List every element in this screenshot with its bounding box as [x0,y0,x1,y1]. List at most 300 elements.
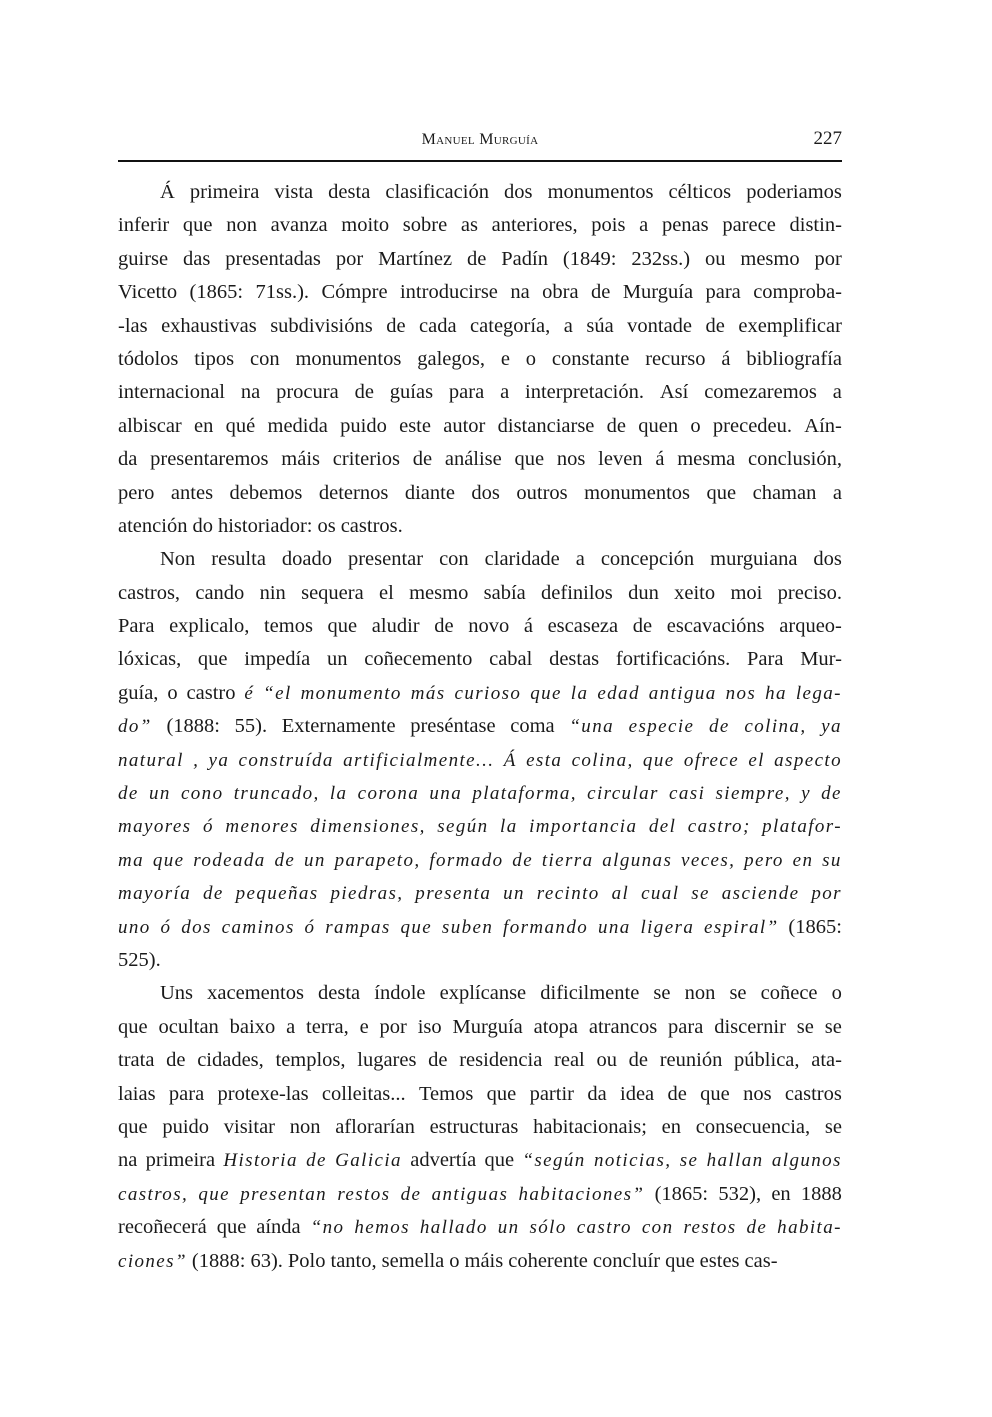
quoted-word: edad [597,682,640,704]
text-line [118,844,842,877]
quoted-word: y [801,783,811,805]
quoted-word: construída [238,749,334,771]
quoted-word: ó [202,816,214,838]
quoted-word: un [303,849,326,871]
word: preciso. [777,581,842,604]
word: para [668,1015,704,1038]
word: terra, [306,1015,349,1038]
quoted-word: ma [118,849,145,871]
quoted-word: antigua [648,682,717,704]
quoted-word: “no [310,1217,345,1239]
quoted-word: plataforma, [472,783,577,805]
quoted-word: menores [225,816,299,838]
word: (1849: [562,247,617,270]
text-line [118,276,842,309]
quoted-word: pequeñas [235,883,319,905]
quoted-word: veces, [681,849,736,871]
header-rule [118,160,842,162]
quoted-word: siempre, [715,783,791,805]
text-line [118,610,842,643]
text-line [118,677,842,710]
word: 1888 [800,1182,842,1205]
word: pública, [734,1049,800,1072]
quoted-word: que [198,1183,231,1205]
word: (1888: [166,715,220,738]
word: protexe-las [217,1082,309,1105]
word: leven [598,448,643,471]
word: castros, [118,581,181,604]
quoted-word: de [746,1217,768,1239]
word: baixo [229,1015,276,1038]
word: outros [516,481,568,504]
word: 525). [118,948,161,971]
word: concluír [592,1249,661,1272]
quoted-word: rampas [325,916,391,938]
word: en [771,1182,791,1205]
quoted-word: colina, [571,749,634,771]
word: a [832,381,842,404]
word: moito [341,214,390,237]
quoted-word: monumento [300,682,402,704]
word: Uns [160,982,194,1005]
quoted-word: ciones” [118,1250,187,1272]
quoted-word: según [437,816,489,838]
word: primeira [189,181,260,203]
word: ocultan [158,1015,219,1038]
word: claridade [484,548,560,571]
word: reunión [659,1049,723,1072]
word: interpretación. [525,381,644,404]
quoted-word: corona [357,783,420,805]
word: galegos, [417,347,485,370]
quoted-word: colina, [744,716,807,738]
word: explícanse [439,982,527,1005]
word: temos [263,615,313,638]
word: non [289,1115,321,1138]
word: vista [274,181,314,203]
word: máis [281,448,321,471]
word: monumentos [584,481,691,504]
word: se [824,1015,842,1038]
word: deternos [318,481,389,504]
word: dos [813,548,842,571]
word: non [684,982,716,1005]
paragraph [118,543,842,977]
word: poderiamos [746,181,842,203]
word: distin- [789,214,842,237]
quoted-word: que [152,849,185,871]
quoted-word: por [811,883,842,905]
word: cas- [744,1249,778,1272]
word: con [249,347,280,370]
quoted-word: mayores [118,816,192,838]
word: pois [591,214,626,237]
word: puido [162,1115,210,1138]
quoted-word: más [410,682,446,704]
word: internacional [118,381,226,404]
word: destas [549,648,600,671]
quoted-word: caminos [221,916,295,938]
quoted-word: de [512,849,534,871]
quoted-word: ya [821,716,842,738]
paragraph [118,176,842,543]
word: Aín- [804,414,842,437]
word: na [118,1149,138,1172]
quoted-word: ha [765,682,787,704]
word: a [286,1015,296,1038]
word: guirse [118,247,169,270]
quoted-word: recinto [536,883,600,905]
word: Martínez [378,247,453,270]
word: Cómpre [321,281,388,304]
quoted-word: habita- [777,1217,842,1239]
word: colleitas... [321,1082,406,1105]
word: trata [118,1049,155,1072]
word: que [216,1216,247,1239]
word: cando [195,581,245,604]
word: que [484,1149,515,1172]
word: máis [464,1249,504,1272]
text-line [118,376,842,409]
word: que [700,1082,730,1105]
word: 232ss.) [631,247,691,270]
word: definilos [541,581,613,604]
word: para [448,381,485,404]
word: que [118,1015,148,1038]
word: monumentos [295,347,402,370]
word: comproba- [753,281,842,304]
word: se [824,1115,842,1138]
text-line [118,1211,842,1244]
quoted-word: la [500,816,518,838]
word: análise [444,448,502,471]
quoted-word: circular [587,783,659,805]
word: obra [542,281,579,304]
text-line [118,810,842,843]
word: advertía [410,1149,477,1172]
quoted-word: la [570,682,589,704]
word: medida [267,414,328,437]
running-header [118,125,842,155]
word: castro [186,681,236,704]
word: consecuencia, [695,1115,811,1138]
quoted-word: rodeada [193,849,266,871]
word: mesmo [740,247,800,270]
text-line [118,911,842,944]
word: do [192,514,213,537]
text-line [118,209,842,242]
quoted-word: hemos [354,1217,410,1239]
word: coherente [508,1249,588,1272]
word: estructuras [429,1115,519,1138]
word: xeito [674,581,716,604]
text-line [118,877,842,910]
word: desta [318,982,361,1005]
word: mesmo [409,581,469,604]
word: que [327,615,358,638]
word: puido [340,414,387,437]
quoted-word: al [611,883,630,905]
word: atención [118,514,188,537]
word: avanza [270,214,328,237]
word: estes [699,1249,740,1272]
word: nos [556,448,586,471]
word: os [317,514,336,537]
quoted-word: dimensiones, [310,816,426,838]
quoted-word: restos [683,1217,737,1239]
quoted-word: ligera [640,916,695,938]
quoted-word: castro [576,1217,632,1239]
word: na [240,381,261,404]
word: recoñecerá [118,1216,207,1239]
quoted-word: se [691,883,710,905]
text-line [118,1078,842,1111]
text-line [118,1044,842,1077]
word: atrancos [588,1015,658,1038]
word: atopa [533,1015,579,1038]
quoted-word: importancia [529,816,638,838]
word: nos [743,1082,772,1105]
word: semella [381,1249,445,1272]
word: diante [404,481,455,504]
running-title: Manuel Murguía [421,131,539,148]
word: de [591,281,611,304]
quoted-word: hallado [419,1217,488,1239]
word: por [335,247,364,270]
word: de [705,314,725,337]
word: que [182,214,213,237]
word: castros. [340,514,403,537]
word: dificilmente [540,982,640,1005]
quoted-word: de [274,849,296,871]
text-line [118,777,842,810]
text-line [118,1144,842,1177]
word: por [379,1015,407,1038]
word: albiscar [118,414,182,437]
quoted-word: en [792,849,814,871]
word: dos [471,481,500,504]
word: que [486,1082,517,1105]
word: que [197,648,228,671]
word: ou [596,1049,617,1072]
word: doado [281,548,333,571]
word: sabía [483,581,526,604]
quoted-word: natural [118,749,184,771]
word: aflorarían [335,1115,415,1138]
word: se [796,1015,814,1038]
word: Vicetto [118,281,178,304]
text-line [118,176,842,209]
quoted-word: presentan [240,1183,328,1205]
quoted-word: Galicia [335,1150,402,1172]
quoted-word: ya [208,749,230,771]
text-line [118,1111,842,1144]
word: lugares [357,1049,417,1072]
word: quen [638,414,679,437]
word: idea [620,1082,655,1105]
text-line [118,243,842,276]
quoted-word: castros, [118,1183,189,1205]
word: índole [374,982,426,1005]
quoted-word: sólo [529,1217,567,1239]
quoted-word: tierra [541,849,594,871]
quoted-word: la [329,783,348,805]
word: este [399,414,431,437]
quoted-word: de [118,783,139,805]
word: partir [529,1082,574,1105]
text-line [118,577,842,610]
word: a [563,314,573,337]
page-number: 227 [813,128,842,149]
word: penas [661,214,709,237]
word: de [434,615,454,638]
word: as [460,214,478,237]
quoted-word: un [503,883,525,905]
word: tódolos [118,347,179,370]
word: presentaremos [150,448,269,471]
word: desta [328,181,371,203]
word: en [661,1115,682,1138]
quoted-word: presenta [415,883,492,905]
word: de [412,448,433,471]
quoted-word: el [748,749,765,771]
word: 55). [234,715,268,738]
quoted-word: especie [628,716,695,738]
word: distanciarse [497,414,595,437]
word: precedeu. [712,414,793,437]
quoted-word: que [400,916,433,938]
word: antes [170,481,214,504]
text-line [118,343,842,376]
quoted-word: una [429,783,463,805]
word: súa [586,314,614,337]
word: xacementos [207,982,304,1005]
word: residencia [459,1049,543,1072]
word: exhaustivas [161,314,257,337]
word: introducirse [399,281,498,304]
quoted-word: casi [669,783,706,805]
word: en [194,414,214,437]
word: o [831,982,842,1005]
word: habitacionais; [533,1115,647,1138]
word: o [449,1249,460,1272]
quoted-word: que [642,749,675,771]
word: por [814,247,842,270]
quoted-word: del [648,816,677,838]
word: nin [259,581,286,604]
word: parece [722,214,776,237]
word: comezaremos [704,381,817,404]
word: castros [784,1082,842,1105]
word: de [428,1049,448,1072]
word: Á [160,181,175,203]
quoted-word: curioso [454,682,522,704]
word: guía, [118,681,159,704]
quoted-word: platafor- [762,816,842,838]
quoted-word: formando [503,916,589,938]
document-page [118,125,842,1272]
word: mesma [677,448,736,471]
word: qué [225,414,256,437]
word: criterios [332,448,400,471]
word: 63). [250,1249,283,1272]
quoted-word: “una [569,716,614,738]
quoted-word: ofrece [683,749,740,771]
word: 71ss.). [255,281,310,304]
word: explicalo, [169,615,250,638]
word: aínda [256,1216,301,1239]
word: concepción [600,548,695,571]
word: Murguía [452,1015,523,1038]
word: ou [704,247,726,270]
quoted-word: noticias, [593,1150,672,1172]
quoted-word: dos [181,916,212,938]
word: pero [118,481,155,504]
word: chaman [752,481,817,504]
word: non [226,214,257,237]
quoted-word: aspecto [774,749,842,771]
word: 532), [718,1182,762,1205]
word: de [386,314,406,337]
word: o [525,347,537,370]
word: preséntase [410,715,496,738]
text-line [118,1011,842,1044]
quoted-word: restos [337,1183,391,1205]
word: que [514,448,545,471]
word: á [655,448,665,471]
word: Mur- [800,648,842,671]
word: coma [510,715,555,738]
word: da [587,1082,607,1105]
word: Non [160,548,196,571]
quoted-word: artificialmente... [343,749,495,771]
quoted-word: de [306,1150,327,1172]
quoted-word: formado [429,849,504,871]
quoted-word: pero [744,849,784,871]
word: Temos [418,1082,474,1105]
word: Para [118,615,155,638]
word: na [510,281,530,304]
word: escavacións [666,615,765,638]
text-line [118,1178,842,1211]
word: coñecemento [364,648,473,671]
quoted-word: piedras, [330,883,404,905]
word: que [665,1249,695,1272]
word: o [690,414,701,437]
word: da [118,448,138,471]
word: impedía [244,648,311,671]
word: coñece [760,982,818,1005]
quoted-word: de [203,883,224,905]
quoted-word: uno [118,916,151,938]
word: Murguía [622,281,694,304]
quoted-word: de [709,716,730,738]
word: un [327,648,348,671]
word: con [439,548,469,571]
word: lóxicas, [118,648,182,671]
word: anteriores, [491,214,578,237]
quoted-word: de [400,1183,422,1205]
word: e [359,1015,369,1038]
word: a [832,481,842,504]
text-line [118,410,842,443]
word: Así [659,381,689,404]
word: debemos [229,481,303,504]
word: de [628,1049,649,1072]
word: bibliografía [746,347,842,370]
quoted-word: espiral” [704,916,779,938]
word: murguiana [710,548,798,571]
